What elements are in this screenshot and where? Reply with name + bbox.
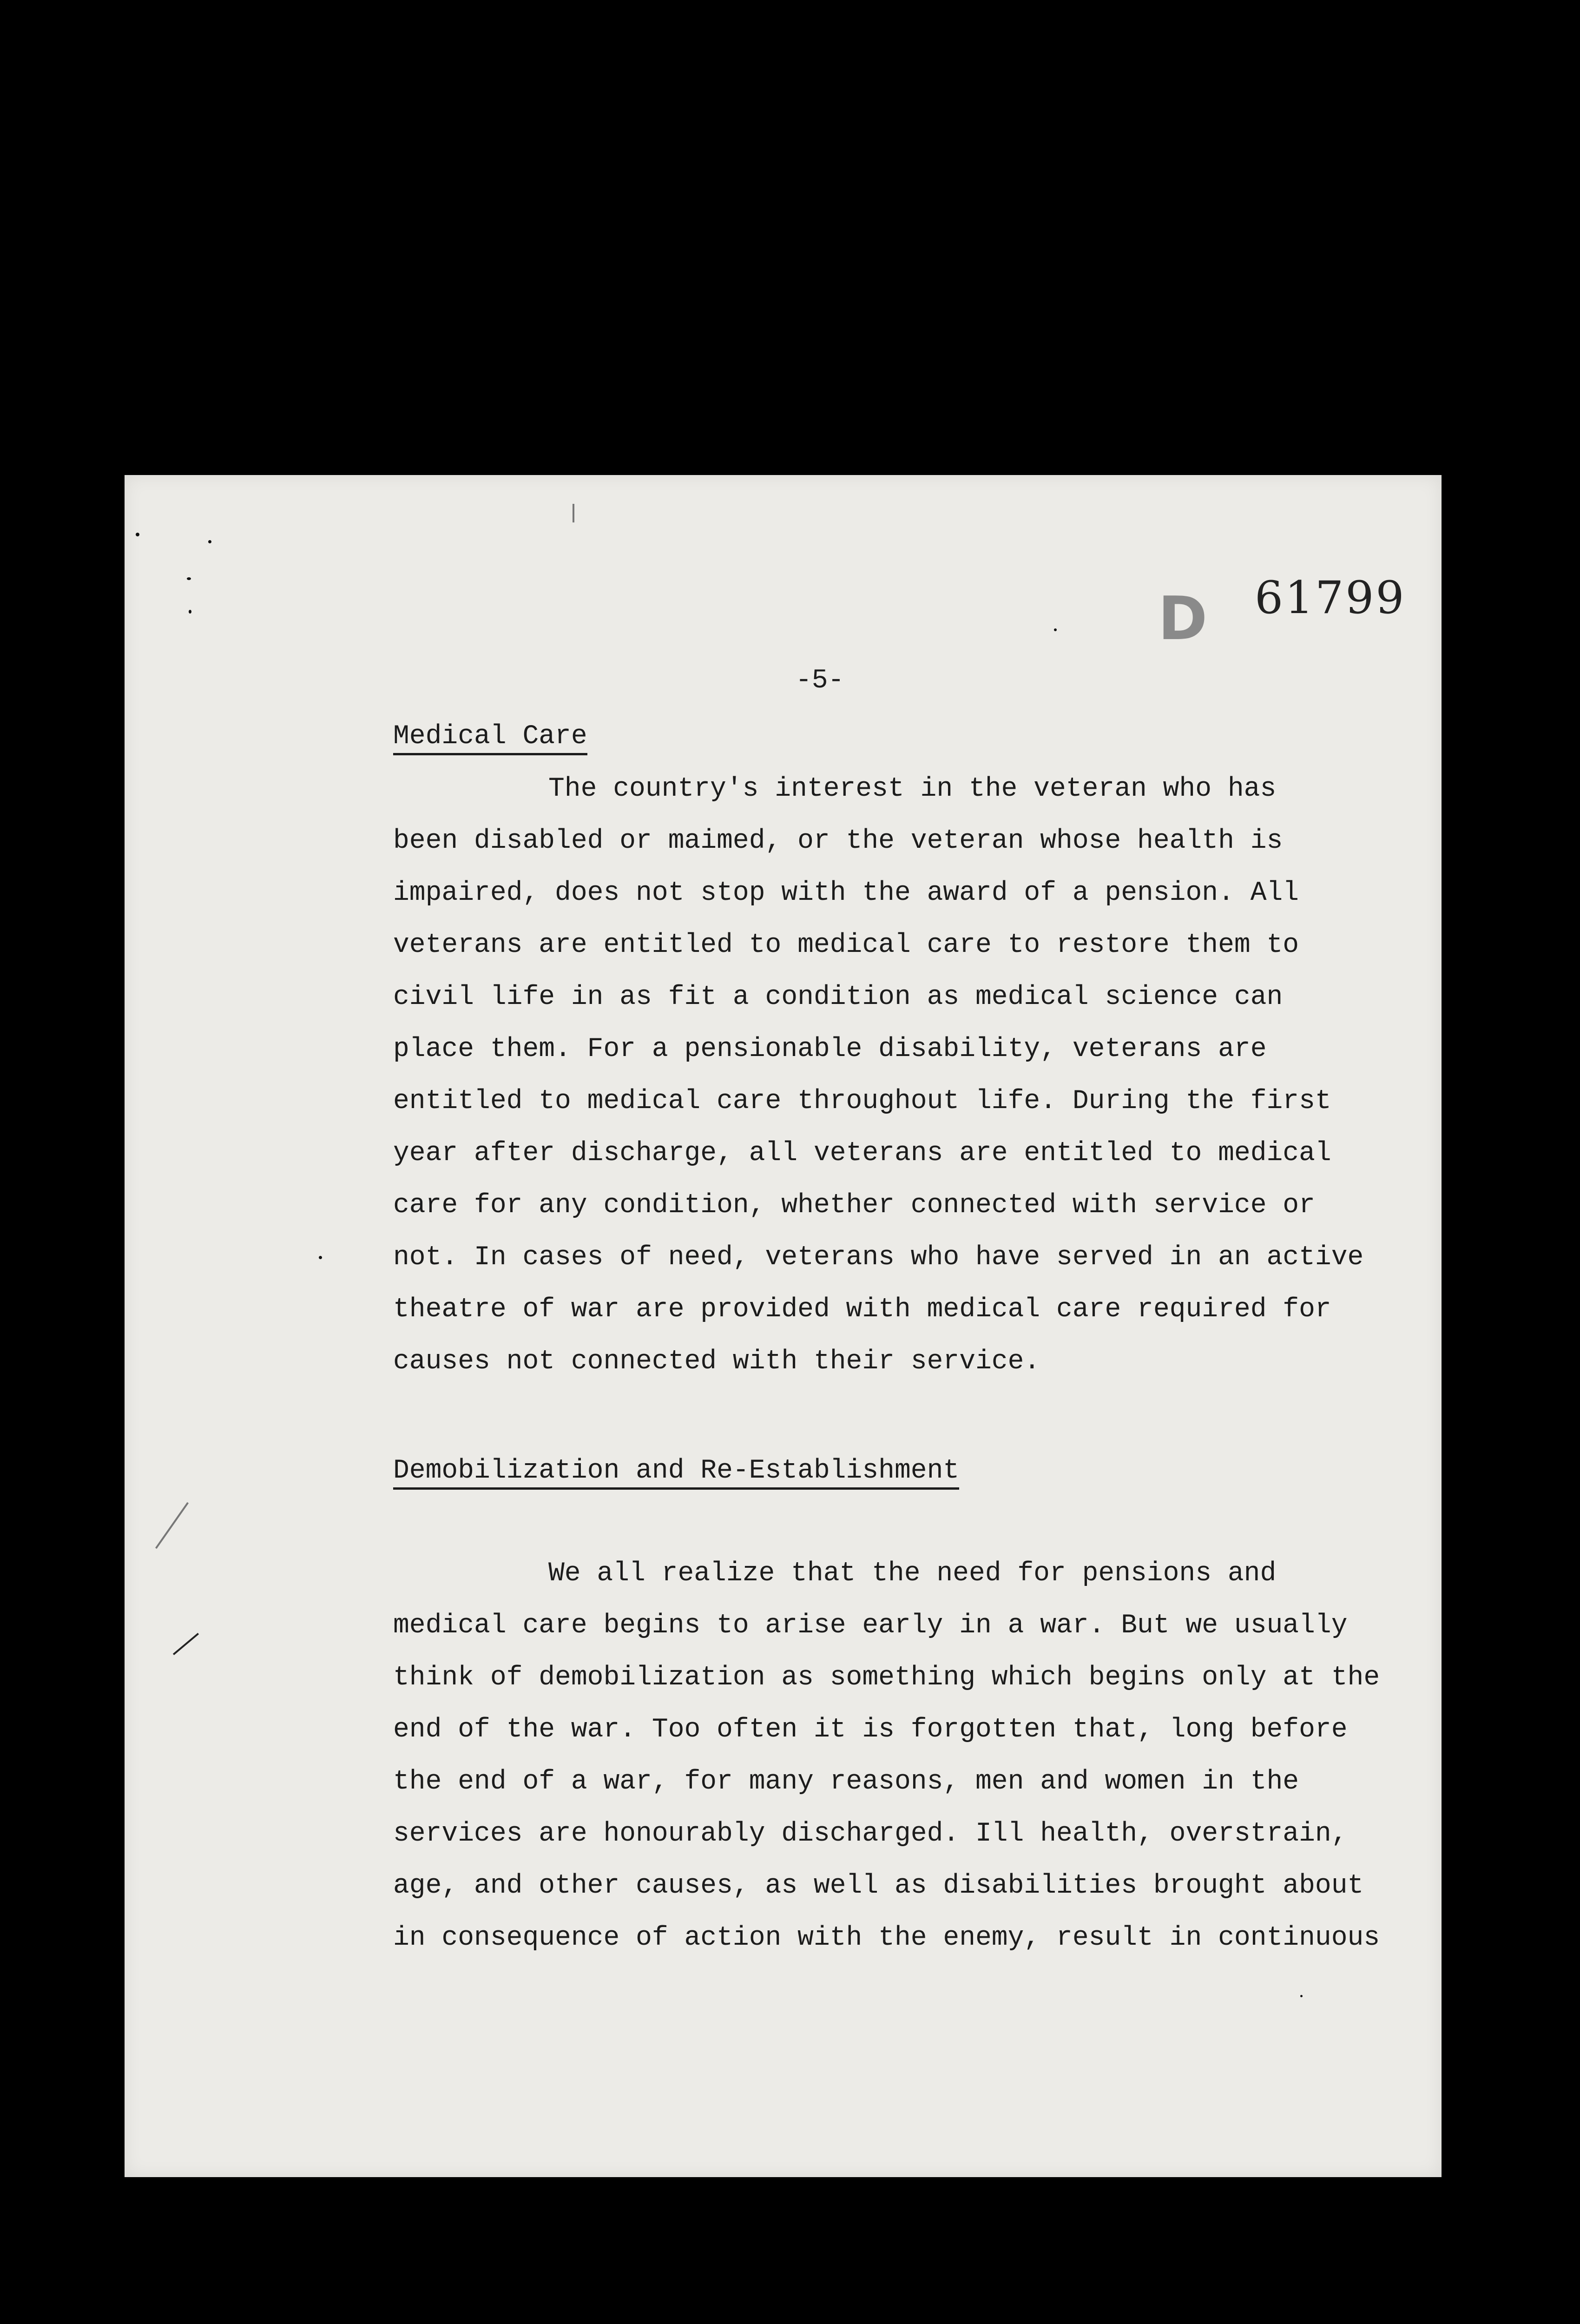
text-line: services are honourably discharged. Ill health, overstrain,	[393, 1819, 1348, 1849]
text-line: year after discharge, all veterans are entitled to medical	[393, 1138, 1331, 1169]
text-line: The country's interest in the veteran who has	[548, 774, 1277, 804]
text-line: veterans are entitled to medical care to restore them to	[393, 930, 1299, 960]
text-line: care for any condition, whether connected with service or	[393, 1190, 1315, 1221]
text-line: not. In cases of need, veterans who have served in an active	[393, 1242, 1364, 1273]
stamp-letter: D	[1158, 584, 1208, 654]
section-heading-medical-care: Medical Care	[393, 723, 587, 755]
page-number: -5-	[796, 666, 844, 696]
section-heading-demobilization: Demobilization and Re-Establishment	[393, 1458, 959, 1490]
text-line: entitled to medical care throughout life. During the first	[393, 1086, 1331, 1116]
text-line: end of the war. Too often it is forgotten that, long before	[393, 1715, 1348, 1745]
text-line: in consequence of action with the enemy, result in continuous	[393, 1923, 1380, 1953]
text-line: causes not connected with their service.	[393, 1347, 1040, 1377]
text-line: theatre of war are provided with medical care required for	[393, 1294, 1331, 1325]
text-line: the end of a war, for many reasons, men and women in the	[393, 1767, 1299, 1797]
text-line: place them. For a pensionable disability, veterans are	[393, 1034, 1267, 1064]
text-line: civil life in as fit a condition as medical science can	[393, 982, 1283, 1012]
paragraph-medical-care	[393, 774, 1364, 1400]
document-number: 61799	[1255, 572, 1406, 624]
paragraph-demobilization	[393, 1558, 1380, 1976]
text-line: medical care begins to arise early in a war. But we usually	[393, 1611, 1348, 1641]
text-line: impaired, does not stop with the award of a pension. All	[393, 878, 1299, 908]
text-line: been disabled or maimed, or the veteran whose health is	[393, 826, 1283, 856]
text-line: We all realize that the need for pensions and	[548, 1558, 1277, 1589]
text-line: age, and other causes, as well as disabilities brought about	[393, 1871, 1364, 1901]
text-line: think of demobilization as something which begins only at the	[393, 1663, 1380, 1693]
